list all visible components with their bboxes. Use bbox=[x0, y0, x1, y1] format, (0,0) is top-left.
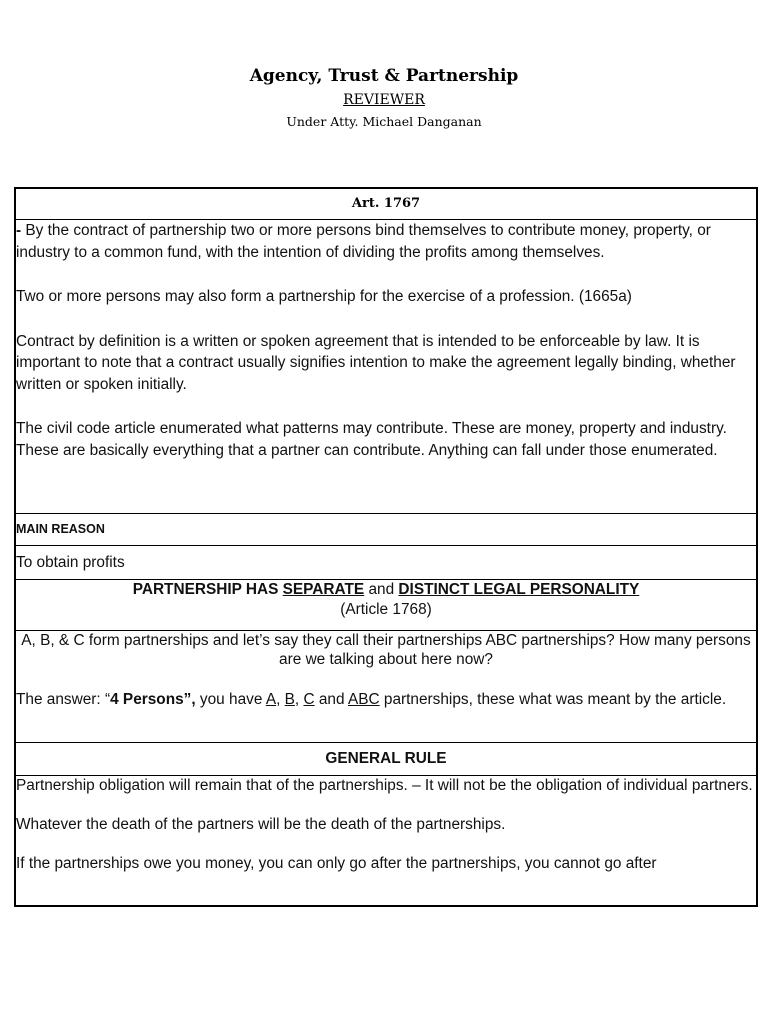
table-row bbox=[15, 631, 757, 743]
answer-prefix: The answer: “ bbox=[16, 691, 111, 708]
document-subtitle: REVIEWER bbox=[343, 92, 425, 108]
example-answer bbox=[16, 690, 756, 709]
separator-comma: , bbox=[276, 691, 285, 708]
general-rule-body bbox=[15, 776, 757, 906]
answer-mid: you have bbox=[195, 691, 266, 708]
partner-a: A bbox=[265, 691, 277, 708]
table-row bbox=[15, 743, 757, 776]
general-rule-paragraph-1: Partnership obligation will remain that of the partnerships. – It will not be the obligation of individual partners. bbox=[16, 777, 753, 794]
separate-word: SEPARATE bbox=[282, 581, 365, 598]
and-word: and bbox=[314, 691, 348, 708]
instructor-line: Under Atty. Michael Danganan bbox=[286, 114, 482, 129]
general-rule-paragraph-3: If the partnerships owe you money, you can only go after the partnerships, you cannot go after bbox=[16, 855, 657, 872]
example-question: A, B, & C form partnerships and let’s say they call their partnerships ABC partnerships? How many persons are we talking about here now? bbox=[21, 632, 751, 668]
article-paragraph-1 bbox=[16, 220, 756, 263]
general-rule-heading: GENERAL RULE bbox=[15, 743, 757, 776]
separate-personality-heading bbox=[15, 580, 757, 631]
article-reference: (Article 1768) bbox=[340, 601, 432, 618]
document-title: Agency, Trust & Partnership bbox=[249, 66, 519, 86]
article-heading: Art. 1767 bbox=[15, 188, 757, 220]
example-cell bbox=[15, 631, 757, 743]
answer-bold: 4 Persons”, bbox=[110, 691, 196, 708]
separator-comma: , bbox=[294, 691, 304, 708]
main-reason-label: MAIN REASON bbox=[15, 514, 757, 546]
table-row bbox=[15, 220, 757, 514]
article-paragraph-2: Two or more persons may also form a partnership for the exercise of a profession. (1665a) bbox=[16, 288, 632, 305]
article-paragraph-1-text: By the contract of partnership two or more persons bind themselves to contribute money, property, or industry to a common fund, with the intention of dividing the profits among themselves. bbox=[16, 222, 711, 261]
distinct-phrase: DISTINCT LEGAL PERSONALITY bbox=[398, 581, 640, 598]
table-row bbox=[15, 546, 757, 580]
table-row bbox=[15, 776, 757, 906]
general-rule-paragraph-2: Whatever the death of the partners will be the death of the partnerships. bbox=[16, 816, 506, 833]
table-row bbox=[15, 188, 757, 220]
partnership-abc: ABC bbox=[347, 691, 380, 708]
table-row bbox=[15, 580, 757, 631]
and-word: and bbox=[364, 581, 399, 598]
table-row bbox=[15, 514, 757, 546]
dash-marker: - bbox=[16, 222, 22, 239]
partner-c: C bbox=[303, 691, 315, 708]
article-paragraph-3: Contract by definition is a written or spoken agreement that is intended to be enforceable by law. It is important to note that a contract usually signifies intention to make the agreement legally binding, whether written or spoken initially. bbox=[16, 332, 736, 393]
answer-suffix: partnerships, these what was meant by the article. bbox=[379, 691, 727, 708]
heading-prefix: PARTNERSHIP HAS bbox=[132, 581, 283, 598]
reviewer-table bbox=[14, 187, 758, 907]
partner-b: B bbox=[284, 691, 295, 708]
main-reason-text: To obtain profits bbox=[15, 546, 757, 580]
separate-personality-title bbox=[16, 580, 756, 600]
article-paragraph-4: The civil code article enumerated what patterns may contribute. These are money, property and industry. These are basically everything that a partner can contribute. Anything can fall under those enumerated. bbox=[16, 420, 727, 459]
article-body bbox=[15, 220, 757, 514]
